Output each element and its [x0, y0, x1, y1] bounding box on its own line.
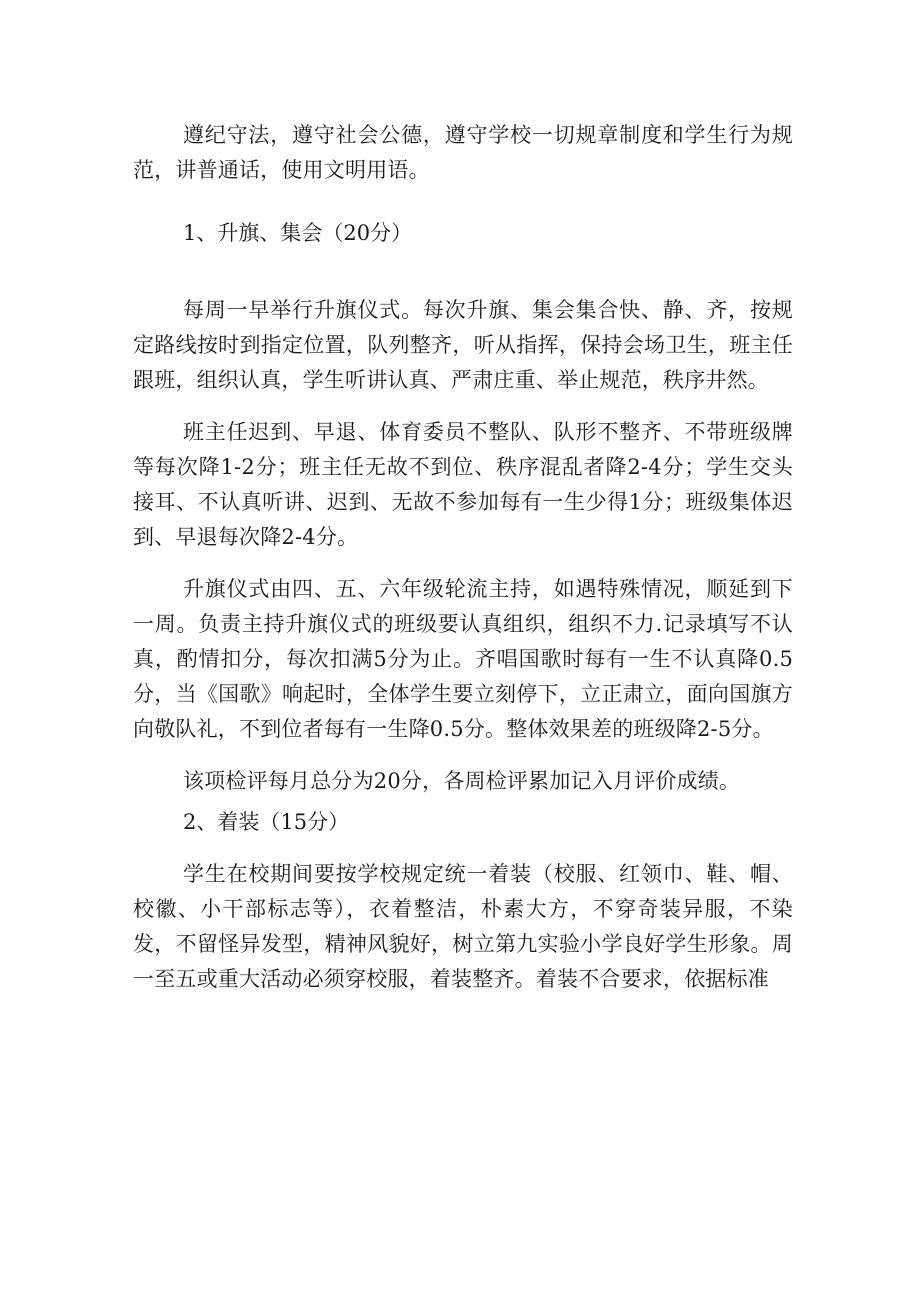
- document-body: [133, 118, 793, 997]
- paragraph-flag-ceremony: 每周一早举行升旗仪式。每次升旗、集会集合快、静、齐，按规定路线按时到指定位置，队列整齐，听从指挥，保持会场卫生，班主任跟班，组织认真，学生听讲认真、严肃庄重、举止规范，秩序井然。: [133, 298, 793, 392]
- paragraph-hosting-rules: 升旗仪式由四、五、六年级轮流主持，如遇特殊情况，顺延到下一周。负责主持升旗仪式的班级要认真组织，组织不力.记录填写不认真，酌情扣分，每次扣满5分为止。齐唱国歌时每有一生不认真降0.5分，当《国歌》响起时，全体学生要立刻停下，立正肃立，面向国旗方向敬队礼，不到位者每有一生降0.5分。整体效果差的班级降2-5分。: [133, 577, 793, 741]
- section-heading-flag-raising: 1、升旗、集会（20分）: [183, 221, 413, 245]
- section-heading-dress: 2、着装（15分）: [183, 810, 350, 834]
- paragraph-deductions: 班主任迟到、早退、体育委员不整队、队形不整齐、不带班级牌等每次降1-2分；班主任无故不到位、秩序混乱者降2-4分；学生交头接耳、不认真听讲、迟到、无故不参加每有一生少得1分；班级集体迟到、早退每次降2-4分。: [133, 420, 793, 549]
- paragraph-monthly-score: 该项检评每月总分为20分，各周检评累加记入月评价成绩。: [183, 769, 741, 793]
- paragraph-dress-code: 学生在校期间要按学校规定统一着装（校服、红领巾、鞋、帽、校徽、小干部标志等），衣着整洁，朴素大方，不穿奇装异服，不染发，不留怪异发型，精神风貌好，树立第九实验小学良好学生形象。周一至五或重大活动必须穿校服，着装整齐。着装不合要求，依据标准: [133, 862, 793, 991]
- paragraph-code-of-conduct: 遵纪守法，遵守社会公德，遵守学校一切规章制度和学生行为规范，讲普通话，使用文明用语。: [133, 123, 793, 182]
